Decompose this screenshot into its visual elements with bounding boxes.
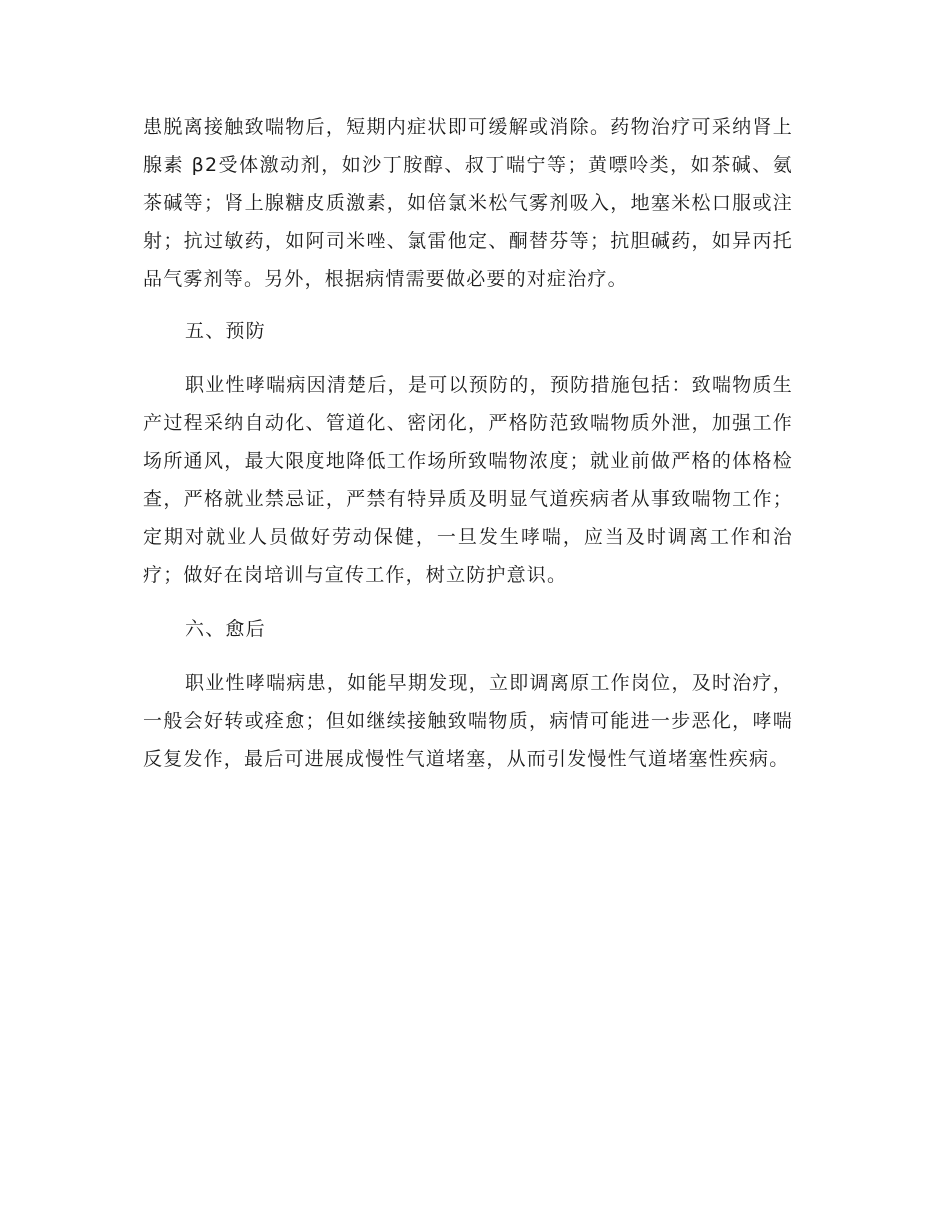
document-page bbox=[143, 108, 793, 778]
section-heading-prognosis: 六、愈后 bbox=[185, 618, 266, 640]
paragraph-prognosis: 职业性哮喘病患，如能早期发现，立即调离原工作岗位，及时治疗，一般会好转或痊愈；但如继续接触致喘物质，病情可能进一步恶化，哮喘反复发作，最后可进展成慢性气道堵塞，从而引发慢性气道堵塞性疾病。 bbox=[143, 672, 793, 770]
paragraph-treatment: 患脱离接触致喘物后，短期内症状即可缓解或消除。药物治疗可采纳肾上腺素 β2受体激动剂，如沙丁胺醇、叔丁喘宁等；黄嘌呤类，如茶碱、氨茶碱等；肾上腺糖皮质激素，如倍氯米松气雾剂吸入，地塞米松口服或注射；抗过敏药，如阿司米唑、氯雷他定、酮替芬等；抗胆碱药，如异丙托品气雾剂等。另外，根据病情需要做必要的对症治疗。 bbox=[143, 116, 793, 290]
paragraph-spacer bbox=[143, 350, 793, 366]
paragraph-spacer bbox=[143, 648, 793, 664]
paragraph-spacer bbox=[143, 594, 793, 610]
paragraph-prevention: 职业性哮喘病因清楚后，是可以预防的，预防措施包括：致喘物质生产过程采纳自动化、管道化、密闭化，严格防范致喘物质外泄，加强工作场所通风，最大限度地降低工作场所致喘物浓度；就业前做严格的体格检查，严格就业禁忌证，严禁有特异质及明显气道疾病者从事致喘物工作；定期对就业人员做好劳动保健，一旦发生哮喘，应当及时调离工作和治疗；做好在岗培训与宣传工作，树立防护意识。 bbox=[143, 374, 793, 586]
section-heading-prevention: 五、预防 bbox=[185, 320, 266, 342]
paragraph-spacer bbox=[143, 298, 793, 312]
